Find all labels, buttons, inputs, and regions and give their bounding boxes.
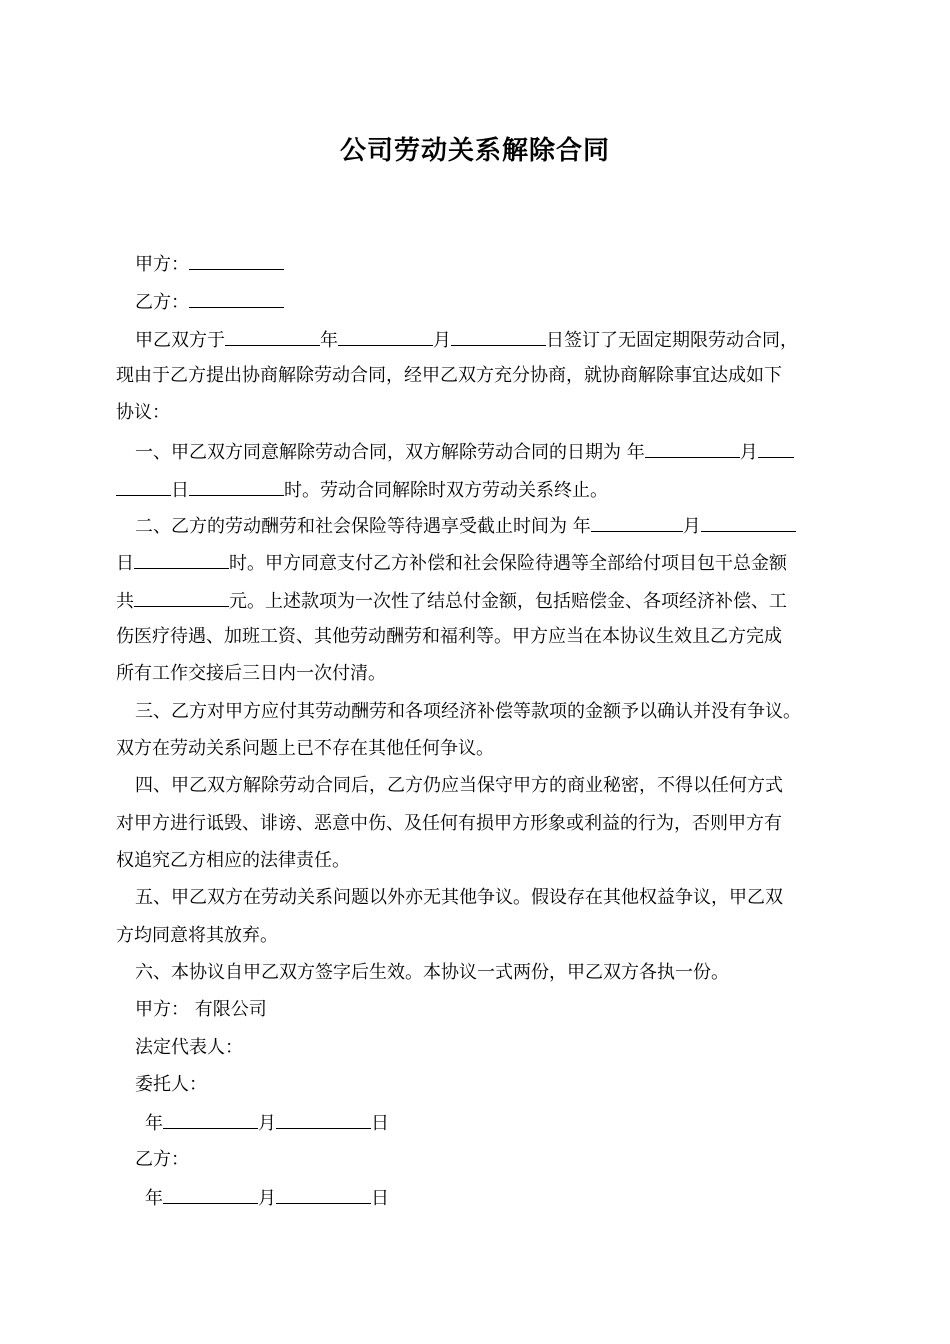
intro-text: 甲乙双方于 xyxy=(135,330,225,351)
signature-date-b xyxy=(145,1185,389,1211)
date-blank xyxy=(451,327,546,346)
clause-5-line-1: 五、甲乙双方在劳动关系问题以外亦无其他争议。假设存在其他权益争议，甲乙双 xyxy=(135,887,783,908)
clause-text: 时。劳动合同解除时双方劳动关系终止。 xyxy=(284,480,608,501)
date-text: 日 xyxy=(371,1113,389,1134)
clause-4-line-3: 权追究乙方相应的法律责任。 xyxy=(116,850,350,871)
date-blank xyxy=(276,1110,371,1129)
signature-party-a: 甲方： 有限公司 xyxy=(135,999,267,1020)
clause-6-line-1: 六、本协议自甲乙双方签字后生效。本协议一式两份，甲乙双方各执一份。 xyxy=(135,962,729,983)
clause-text: 一、甲乙双方同意解除劳动合同，双方解除劳动合同的日期为 年 xyxy=(135,442,645,463)
clause-5-line-2: 方均同意将其放弃。 xyxy=(116,925,278,946)
clause-4-line-1: 四、甲乙双方解除劳动合同后，乙方仍应当保守甲方的商业秘密，不得以任何方式 xyxy=(135,775,783,796)
clause-4-line-2: 对甲方进行诋毁、诽谤、恶意中伤、及任何有损甲方形象或利益的行为，否则甲方有 xyxy=(116,813,782,834)
clause-text: 日 xyxy=(171,480,189,501)
clause-2-line-5: 所有工作交接后三日内一次付清。 xyxy=(116,663,386,684)
signature-party-b: 乙方： xyxy=(135,1149,189,1170)
clause-3-line-2: 双方在劳动关系问题上已不存在其他任何争议。 xyxy=(116,738,494,759)
clause-2-line-3 xyxy=(116,588,787,614)
date-blank xyxy=(163,1110,258,1129)
clause-2-line-4: 伤医疗待遇、加班工资、其他劳动酬劳和福利等。甲方应当在本协议生效且乙方完成 xyxy=(116,626,782,647)
date-blank xyxy=(645,439,740,458)
date-blank xyxy=(225,327,320,346)
party-b-label: 乙方： xyxy=(135,292,189,313)
time-blank xyxy=(134,550,229,569)
intro-line-1 xyxy=(135,327,798,353)
date-text: 年 xyxy=(145,1113,163,1134)
intro-line-3: 协议： xyxy=(116,402,170,423)
party-a-line xyxy=(135,251,284,277)
clause-text: 元。上述款项为一次性了结总付金额，包括赔偿金、各项经济补偿、工 xyxy=(229,591,787,612)
party-a-blank xyxy=(189,251,284,270)
date-blank xyxy=(163,1185,258,1204)
clause-3-line-1: 三、乙方对甲方应付其劳动酬劳和各项经济补偿等款项的金额予以确认并没有争议。 xyxy=(135,701,801,722)
party-a-label: 甲方： xyxy=(135,254,189,275)
clause-text: 共 xyxy=(116,591,134,612)
clause-1-line-1 xyxy=(135,439,794,465)
date-text: 月 xyxy=(258,1188,276,1209)
date-text: 月 xyxy=(258,1113,276,1134)
time-blank xyxy=(189,477,284,496)
clause-2-line-1 xyxy=(135,513,796,539)
signature-agent: 委托人： xyxy=(135,1074,207,1095)
intro-text: 月 xyxy=(433,330,451,351)
clause-text: 月 xyxy=(739,442,758,463)
amount-blank xyxy=(134,588,229,607)
date-blank xyxy=(276,1185,371,1204)
clause-text: 时。甲方同意支付乙方补偿和社会保险待遇等全部给付项目包干总金额 xyxy=(229,553,787,574)
signature-legal-rep: 法定代表人： xyxy=(135,1037,243,1058)
intro-text: 年 xyxy=(320,330,338,351)
date-blank xyxy=(338,327,433,346)
date-text: 日 xyxy=(371,1188,389,1209)
clause-text: 二、乙方的劳动酬劳和社会保险等待遇享受截止时间为 年 xyxy=(135,516,591,537)
date-blank xyxy=(758,439,794,458)
date-text: 年 xyxy=(145,1188,163,1209)
clause-text: 日 xyxy=(116,553,134,574)
party-b-blank xyxy=(189,289,284,308)
clause-2-line-2 xyxy=(116,550,787,576)
date-blank xyxy=(591,513,683,532)
intro-line-2: 现由于乙方提出协商解除劳动合同，经甲乙双方充分协商，就协商解除事宜达成如下 xyxy=(116,365,782,386)
clause-1-line-2 xyxy=(116,477,608,503)
clause-text: 月 xyxy=(682,516,701,537)
date-blank xyxy=(701,513,796,532)
document-title: 公司劳动关系解除合同 xyxy=(339,136,610,166)
date-blank xyxy=(116,477,171,496)
intro-text: 日签订了无固定期限劳动合同， xyxy=(546,330,798,351)
party-b-line xyxy=(135,289,284,315)
signature-date-a xyxy=(145,1110,389,1136)
